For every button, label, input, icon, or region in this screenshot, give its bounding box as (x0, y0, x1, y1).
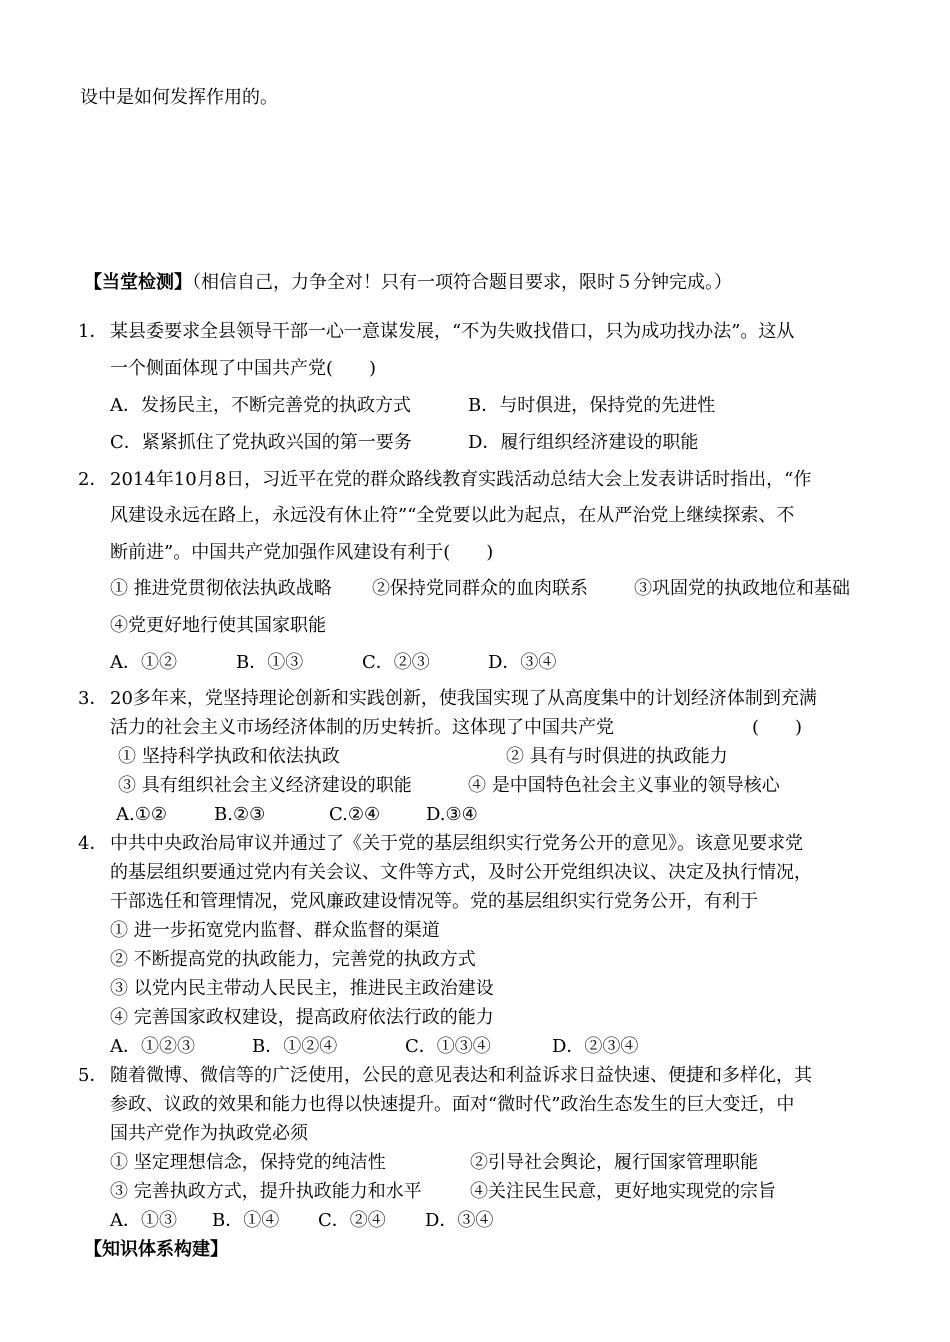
question-line: 中共中央政治局审议并通过了《关于党的基层组织实行党务公开的意见》。该意见要求党 (110, 833, 803, 854)
option-d: D.③④ (426, 804, 478, 825)
statement-1: ① 坚定理想信念，保持党的纯洁性 (110, 1152, 386, 1173)
option-c: C．②③ (362, 652, 430, 673)
statement-3: ③ 以党内民主带动人民民主，推进民主政治建设 (110, 978, 494, 999)
question-line: 活力的社会主义市场经济体制的历史转折。这体现了中国共产党 (110, 717, 614, 738)
answer-bracket: ( ) (752, 717, 803, 738)
option-b: B．①③ (236, 652, 304, 673)
question-line: 某县委要求全县领导干部一心一意谋发展，“不为失败找借口，只为成功找办法”。这从 (110, 321, 795, 342)
option-a: A．①② (110, 652, 177, 673)
question-line: 断前进”。中国共产党加强作风建设有利于( ) (110, 542, 494, 563)
question-number: 1． (78, 321, 108, 342)
option-d: D．履行组织经济建设的职能 (468, 432, 699, 453)
question-number: 3． (78, 688, 108, 709)
intro-continuation: 设中是如何发挥作用的。 (80, 87, 278, 108)
check-section-instruction: （相信自己，力争全对！只有一项符合题目要求，限时５分钟完成。） (192, 272, 732, 293)
option-c: C．②④ (318, 1210, 386, 1231)
option-d: D．②③④ (552, 1036, 639, 1057)
question-number: 4． (78, 833, 108, 854)
statement-2: ②保持党同群众的血肉联系 (372, 578, 588, 599)
option-b: B.②③ (214, 804, 266, 825)
question-line: 的基层组织要通过党内有关会议、文件等方式，及时公开党组织决议、决定及执行情况， (110, 862, 812, 883)
question-line: 国共产党作为执政党必须 (110, 1123, 308, 1144)
option-c: C．①③④ (405, 1036, 491, 1057)
statement-1: ① 坚持科学执政和依法执政 (118, 746, 340, 767)
statement-2: ② 具有与时俱进的执政能力 (506, 746, 728, 767)
option-d: D．③④ (425, 1210, 494, 1231)
question-line: 风建设永远在路上，永远没有休止符”“全党要以此为起点，在从严治党上继续探索、不 (110, 505, 795, 526)
statement-4: ④党更好地行使其国家职能 (110, 615, 326, 636)
question-line: 2014年10月8日，习近平在党的群众路线教育实践活动总结大会上发表讲话时指出，“作 (110, 469, 812, 490)
option-a: A．①②③ (110, 1036, 195, 1057)
check-section-heading: 【当堂检测】 (84, 272, 192, 293)
statement-3: ③ 具有组织社会主义经济建设的职能 (118, 775, 412, 796)
option-b: B．与时俱进，保持党的先进性 (468, 395, 716, 416)
statement-3: ③巩固党的执政地位和基础 (634, 578, 850, 599)
question-number: 2． (78, 469, 108, 490)
question-line: 一个侧面体现了中国共产党( ) (110, 358, 377, 379)
statement-2: ②引导社会舆论，履行国家管理职能 (470, 1152, 758, 1173)
statement-1: ① 进一步拓宽党内监督、群众监督的渠道 (110, 920, 440, 941)
option-b: B．①②④ (252, 1036, 338, 1057)
option-d: D．③④ (488, 652, 557, 673)
statement-3: ③ 完善执政方式，提升执政能力和水平 (110, 1181, 422, 1202)
question-line: 随着微博、微信等的广泛使用，公民的意见表达和利益诉求日益快速、便捷和多样化，其 (110, 1065, 812, 1086)
statement-4: ④ 完善国家政权建设，提高政府依法行政的能力 (110, 1007, 494, 1028)
statement-2: ② 不断提高党的执政能力，完善党的执政方式 (110, 949, 476, 970)
option-a: A．①③ (110, 1210, 177, 1231)
statement-1: ① 推进党贯彻依法执政战略 (110, 578, 332, 599)
question-line: 20多年来，党坚持理论创新和实践创新，使我国实现了从高度集中的计划经济体制到充满 (110, 688, 817, 709)
knowledge-section-heading: 【知识体系构建】 (84, 1239, 228, 1260)
option-c: C．紧紧抓住了党执政兴国的第一要务 (110, 432, 412, 453)
option-a: A．发扬民主，不断完善党的执政方式 (110, 395, 411, 416)
option-b: B．①④ (212, 1210, 280, 1231)
option-c: C.②④ (329, 804, 381, 825)
option-a: A.①② (116, 804, 167, 825)
check-section-title (84, 272, 732, 294)
statement-4: ④关注民生民意，更好地实现党的宗旨 (470, 1181, 776, 1202)
question-line: 参政、议政的效果和能力也得以快速提升。面对“微时代”政治生态发生的巨大变迁，中 (110, 1094, 795, 1115)
question-line: 干部选任和管理情况，党风廉政建设情况等。党的基层组织实行党务公开，有利于 (110, 891, 758, 912)
statement-4: ④ 是中国特色社会主义事业的领导核心 (468, 775, 780, 796)
question-number: 5． (78, 1065, 108, 1086)
